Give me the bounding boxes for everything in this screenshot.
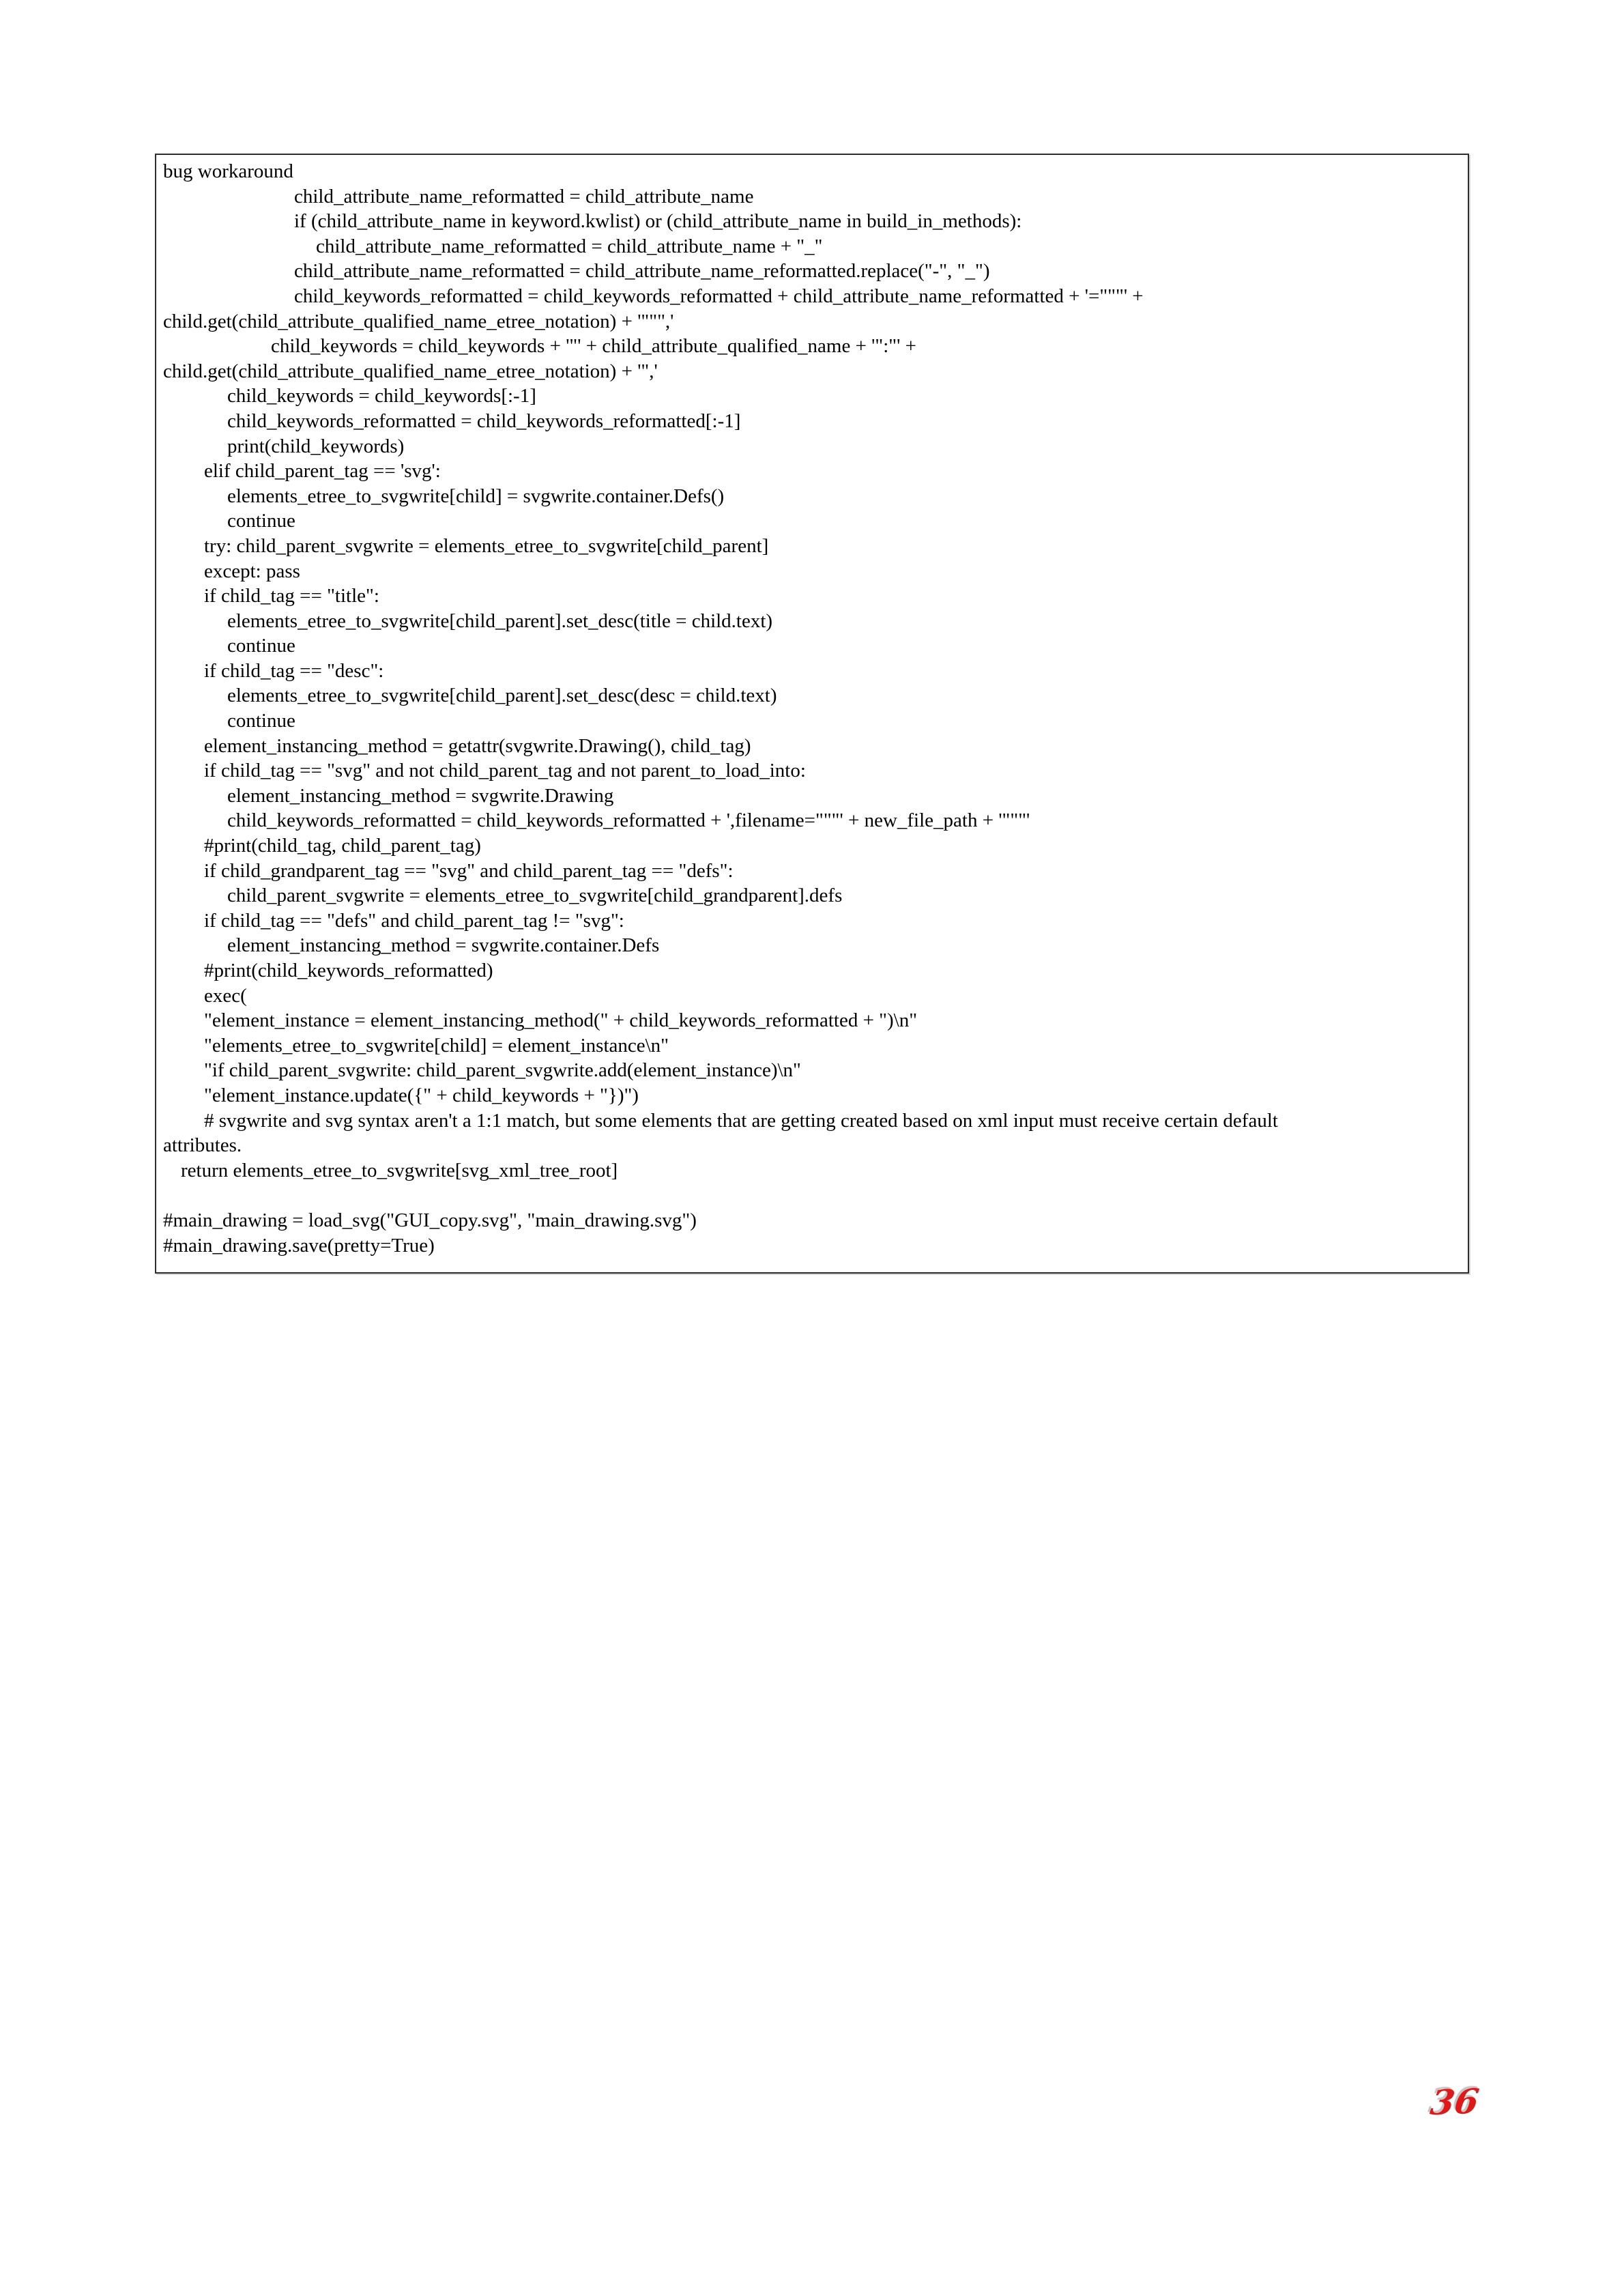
code-line: elements_etree_to_svgwrite[child] = svgwrite.container.Defs() [227,485,725,507]
code-line: child_keywords_reformatted = child_keywords_reformatted + ',filename="""' + new_file_path + '"""' [227,809,1030,832]
code-line: child_keywords_reformatted = child_keywords_reformatted[:-1] [227,410,741,432]
code-line: # svgwrite and svg syntax aren't a 1:1 match, but some elements that are getting created based on xml input must receive certain default [204,1109,1278,1132]
code-line: child_attribute_name_reformatted = child_attribute_name [294,185,754,207]
code-line: if (child_attribute_name in keyword.kwlist) or (child_attribute_name in build_in_methods): [294,210,1022,233]
code-line: elif child_parent_tag == 'svg': [204,460,441,483]
code-line: elements_etree_to_svgwrite[child_parent].set_desc(desc = child.text) [227,685,777,707]
code-line: child_attribute_name_reformatted = child_attribute_name_reformatted.replace("-", "_") [294,260,990,283]
code-line: "elements_etree_to_svgwrite[child] = element_instance\n" [204,1034,669,1057]
code-line: child_keywords_reformatted = child_keywords_reformatted + child_attribute_name_reformatted + '="""' + [294,285,1144,307]
code-line: return elements_etree_to_svgwrite[svg_xml_tree_root] [181,1159,618,1181]
code-line: element_instancing_method = getattr(svgwrite.Drawing(), child_tag) [204,734,751,757]
code-line: if child_tag == "defs" and child_parent_tag != "svg": [204,909,624,932]
code-line: element_instancing_method = svgwrite.container.Defs [227,934,660,957]
code-line: if child_tag == "title": [204,585,379,607]
code-line: "element_instance = element_instancing_method(" + child_keywords_reformatted + ")\n" [204,1009,918,1032]
code-line: #print(child_keywords_reformatted) [204,960,493,981]
code-line [163,1183,1462,1208]
code-line: continue [227,635,295,657]
code-line: #print(child_tag, child_parent_tag) [204,835,481,857]
code-line: child_attribute_name_reformatted = child_attribute_name + "_" [316,235,823,257]
code-line: if child_grandparent_tag == "svg" and child_parent_tag == "defs": [204,859,734,882]
code-line: continue [227,710,295,732]
code-line: print(child_keywords) [227,435,405,457]
handwritten-page-number: 36 [1427,2080,1482,2123]
code-line: bug workaround [163,160,293,182]
code-line: element_instancing_method = svgwrite.Drawing [227,784,614,807]
code-line: except: pass [204,560,300,582]
code-lines [163,159,1462,1258]
code-line: child.get(child_attribute_qualified_name_etree_notation) + '""",' [163,310,674,332]
code-line: if child_tag == "svg" and not child_parent_tag and not parent_to_load_into: [204,760,806,782]
code-line: exec( [204,984,247,1007]
code-line: continue [227,510,295,532]
code-line: child.get(child_attribute_qualified_name_etree_notation) + '",' [163,360,658,382]
code-line: #main_drawing.save(pretty=True) [163,1234,435,1257]
code-line: "element_instance.update({" + child_keywords + "})") [204,1084,639,1106]
code-block-frame [155,154,1469,1274]
code-line: if child_tag == "desc": [204,659,384,682]
code-line: "if child_parent_svgwrite: child_parent_svgwrite.add(element_instance)\n" [204,1059,801,1082]
code-line: #main_drawing = load_svg("GUI_copy.svg", "main_drawing.svg") [163,1209,697,1231]
code-line: try: child_parent_svgwrite = elements_etree_to_svgwrite[child_parent] [204,534,769,557]
code-line: attributes. [163,1134,242,1157]
code-line: elements_etree_to_svgwrite[child_parent].set_desc(title = child.text) [227,609,773,632]
code-line: child_keywords = child_keywords + '"' + child_attribute_qualified_name + '":"' + [271,335,916,358]
code-line: child_keywords = child_keywords[:-1] [227,385,536,407]
code-line: child_parent_svgwrite = elements_etree_to_svgwrite[child_grandparent].defs [227,885,843,907]
